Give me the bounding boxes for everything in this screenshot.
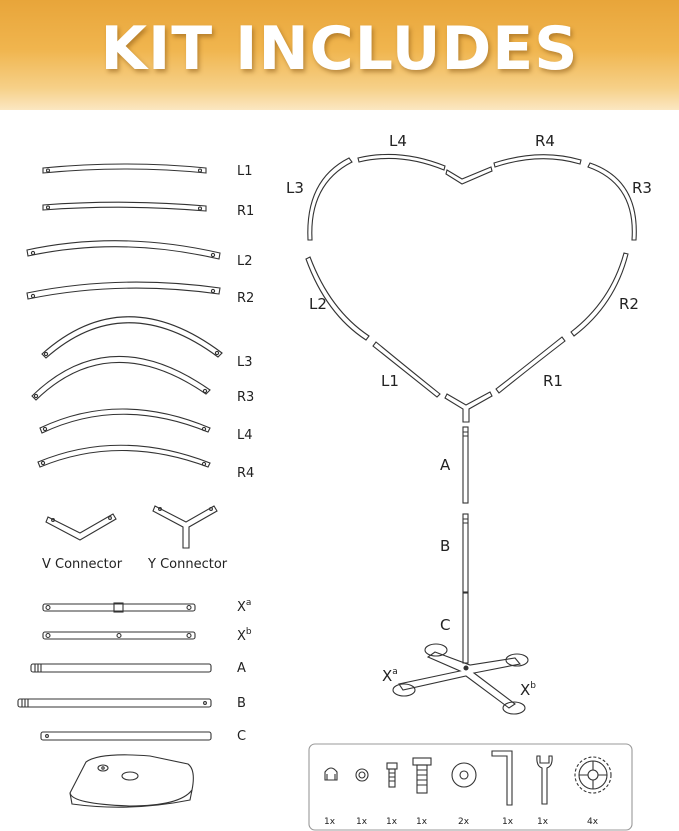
label-l3: L3 [237,355,253,370]
flat-washer-icon [452,763,476,787]
page-title: KIT INCLUDES [100,14,579,84]
assembly-label-r3: R3 [632,179,652,197]
label-l2: L2 [237,254,253,269]
v-connector [46,514,116,540]
arc-piece-l1 [43,164,206,173]
assembly-label-c: C [440,616,451,634]
assembly-label-xb: $X^b$ [520,681,536,699]
assembled-pole [463,427,468,663]
hardware-quantities [324,817,599,827]
assembly-label-b: B [440,537,451,555]
assembly-label-r1: R1 [543,372,563,390]
gear-nut-icon [575,757,611,793]
arc-piece-r1 [43,202,206,211]
assembly-label-r4: R4 [535,132,555,150]
qty-wrench: 1x [537,817,549,827]
heart-frame [306,154,636,422]
large-bolt-icon [413,758,431,793]
label-l4: L4 [237,428,253,443]
assembly-label-a: A [440,456,451,474]
cap-nut-icon [325,768,337,780]
label-r2: R2 [237,291,255,306]
assembly-label-l4: L4 [389,132,407,150]
base-weight [70,755,193,807]
qty-cap-nut: 1x [324,817,336,827]
label-y-connector: Y Connector [148,557,228,572]
assembly-label-l3: L3 [286,179,304,197]
pole-c [41,732,211,740]
header-banner [0,0,679,110]
qty-gear-nut: 4x [587,817,599,827]
wrench-icon [537,756,552,804]
label-l1: L1 [237,164,253,179]
label-r1: R1 [237,204,255,219]
label-c: C [237,729,247,744]
label-a: A [237,661,246,676]
kit-diagram [0,110,679,831]
arc-labels [237,164,254,481]
bolt-icon [387,763,397,787]
y-connector [153,506,217,548]
base-bar-xb [43,632,195,639]
arc-piece-r3 [32,356,210,400]
base-bar-xa [43,603,195,612]
assembly-label-l2: L2 [309,295,327,313]
washer-icon [356,769,368,781]
assembly-label-l1: L1 [381,372,399,390]
label-v-connector: V Connector [42,557,123,572]
assembled-base [393,644,528,714]
qty-flat-washer: 2x [458,817,470,827]
pole-a [31,664,211,672]
pole-b [18,699,211,707]
label-r4: R4 [237,466,255,481]
arc-piece-r2 [27,282,220,299]
arc-piece-l2 [27,241,220,259]
arc-piece-l4 [40,409,210,433]
qty-hex-key: 1x [502,817,514,827]
arc-piece-r4 [38,445,210,467]
label-r3: R3 [237,390,255,405]
arc-piece-l3 [42,317,222,358]
label-xa: $X^a$ [237,598,252,615]
label-b: B [237,696,246,711]
assembly-label-xa: $X^a$ [382,667,398,685]
qty-washer: 1x [356,817,368,827]
label-xb: $X^b$ [237,627,252,644]
hex-key-icon [492,751,512,805]
qty-large-bolt: 1x [416,817,428,827]
qty-bolt: 1x [386,817,398,827]
assembly-label-r2: R2 [619,295,639,313]
